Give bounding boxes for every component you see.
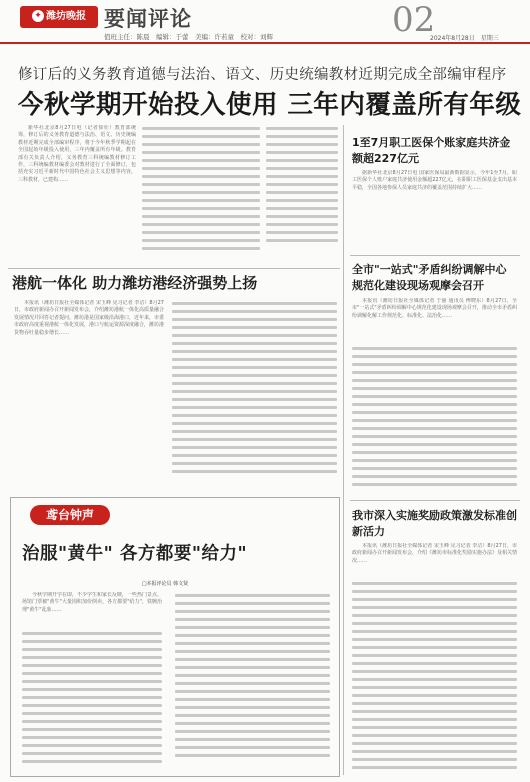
- divider-mediation: [350, 500, 520, 501]
- article-mediation-text: 本报讯（潍坊日报社全媒体记者 于丽 通讯员 傅晓东）8月27日，全市"一站式"矛盾纠纷调解中心规范化建设现场观摩会召开，推动全市矛盾纠纷调解化解工作规范化、标准化、法治化……: [352, 298, 517, 319]
- article-tax-text: 据新华社北京8月27日电 国家医保局最新数据显示，今年1至7月，职工医保个人账户家庭共济使用金额超227亿元，在职职工医保基金支出基本平稳，全国各地参保人员家庭共济的覆盖范围持续扩大……: [352, 170, 517, 191]
- article-reward-body-rest: [352, 580, 517, 775]
- article-mediation-title: 全市"一站式"矛盾纠纷调解中心规范化建设现场观摩会召开: [352, 263, 507, 292]
- article-tax-title: 1至7月职工医保个账家庭共济金额超227亿元: [352, 136, 511, 165]
- divider-tax: [350, 255, 520, 256]
- divider-port-top: [8, 268, 340, 269]
- lead-headline: 今秋学期开始投入使用 三年内覆盖所有年级: [18, 90, 522, 120]
- article-reward-title: 我市深入实施奖励政策激发标准创新活力: [352, 509, 517, 538]
- lead-body-col2: [142, 125, 260, 265]
- article-tax-body: [352, 170, 517, 250]
- column-tag: 鸢台钟声: [30, 505, 110, 525]
- column-title: 治服"黄牛" 各方都要"给力": [22, 544, 248, 564]
- lead-kicker: 修订后的义务教育道德与法治、语文、历史统编教材近期完成全部编审程序: [18, 67, 507, 83]
- article-port-body-col2: [172, 300, 337, 490]
- article-reward-text: 本报讯（潍坊日报社全媒体记者 宋玉峰 见习记者 李洁）8月27日，市政府新闻办召开新闻发布会，介绍《潍坊市标准化奖励实施办法》及相关情况……: [352, 543, 517, 564]
- lead-body-col3: [266, 125, 338, 265]
- header-rule: [0, 42, 530, 44]
- column-body-col2: [175, 592, 330, 767]
- article-port-text: 本报讯（潍坊日报社全媒体记者 宋玉峰 见习记者 李洁）8月27日，市政府新闻办召开新闻发布会，介绍潍坊港航一体化高质量融合发展情况并回答记者提问。潍坊港是国家级沿海港口，近年来，市委市政府高度重视港航一体化发展，港口与航运资源深度融合，潍坊港货物吞吐量稳步增长……: [14, 300, 164, 336]
- logo-star-icon: ✦: [32, 10, 44, 22]
- article-port-body-col1: [14, 300, 164, 490]
- logo-text: 潍坊晚报: [46, 11, 86, 22]
- section-title: 要闻评论: [104, 7, 192, 31]
- page-number: 02: [392, 0, 436, 40]
- column-divider: [343, 125, 344, 775]
- column-body-text: 今秋学期开学在即，不少学生和家长反映，一些热门景点、场馆门票被"黄牛"大量囤积加价倒卖，各方都要"给力"，铁腕治理"黄牛"乱象……: [22, 592, 162, 613]
- article-mediation-body-rest: [352, 345, 517, 495]
- lead-body-text: 新华社北京8月27日电（记者徐壮）教育部统筹，修订后的义务教育道德与法治、语文、历史统编教材近期完成全部编审程序，将于今年秋季学期起在全国起始年级投入使用，三年内覆盖所有年级。教育部有关负责人介绍，义务教育三科统编教材修订工作，三科统编教材编委会对教材进行了全面修订，包括充实习近平新时代中国特色社会主义思想等内容，三科教材，已建构……: [18, 125, 136, 183]
- column-byline: □本报评论员 韩文贤: [141, 581, 189, 587]
- issue-date: 2024年8月28日 星期三: [430, 35, 499, 42]
- staff-credits: 值班主任：陈晨 编辑：于蕾 美编：许若童 校对：刘辉: [104, 33, 273, 41]
- lead-body-col1: [18, 125, 136, 265]
- column-body-col1-rest: [22, 630, 162, 768]
- article-port-title: 港航一体化 助力潍坊港经济强势上扬: [12, 274, 258, 292]
- newspaper-logo: [20, 6, 98, 28]
